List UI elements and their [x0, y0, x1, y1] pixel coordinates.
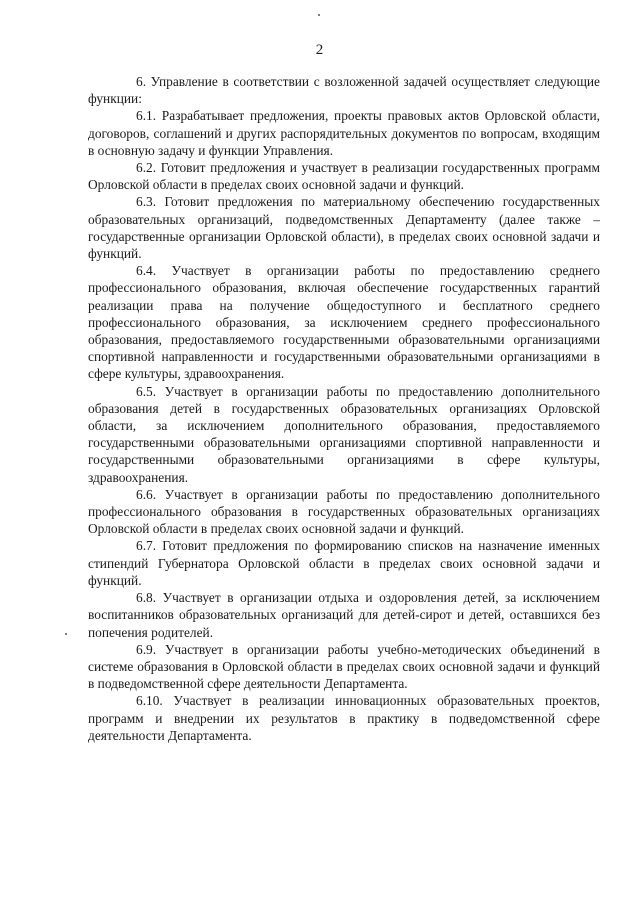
document-body — [88, 73, 600, 744]
paragraph-6-7: 6.7. Готовит предложения по формированию списков на назначение именных стипендий Губернатора Орловской области в пределах своих основной задачи и функций. — [88, 538, 600, 588]
paragraph-6-10: 6.10. Участвует в реализации инновационных образовательных проектов, программ и внедрении их результатов в практику в подведомственной сфере деятельности Департамента. — [88, 693, 600, 743]
page-number: 2 — [315, 42, 324, 58]
paragraph-6-2: 6.2. Готовит предложения и участвует в реализации государственных программ Орловской области в пределах своих основной задачи и функций. — [88, 160, 600, 193]
paragraph-6-6: 6.6. Участвует в организации работы по предоставлению дополнительного профессионального образования в государственных образовательных организациях Орловской области в пределах своих основной задачи и функций. — [88, 486, 600, 537]
paragraph-6-9: 6.9. Участвует в организации работы учебно-методических объединений в системе образования в Орловской области в пределах своих основной задачи и функций в подведомственной сфере деятельности Департамента. — [88, 641, 600, 692]
paragraph-6-1: 6.1. Разрабатывает предложения, проекты правовых актов Орловской области, договоров, соглашений и других распорядительных документов по вопросам, входящим в основную задачу и функции Управления. — [88, 108, 600, 158]
scan-speck — [65, 633, 67, 635]
paragraph-6-4: 6.4. Участвует в организации работы по предоставлению среднего профессионального образования, включая обеспечение государственных гарантий реализации права на получение общедоступного и бесплатного среднего профессионального образования, за исключением среднего профессионального образования, предоставляемого государственными образовательными организациями спортивной направленности и государственными образовательными организациями в сфере культуры, здравоохранения. — [88, 263, 600, 382]
scan-speck — [318, 14, 320, 16]
paragraph-6: 6. Управление в соответствии с возложенной задачей осуществляет следующие функции: — [88, 74, 600, 107]
paragraph-6-3: 6.3. Готовит предложения по материальному обеспечению государственных образовательных организаций, подведомственных Департаменту (далее также – государственные организации Орловской области), в пределах своих основной задачи и функций. — [88, 194, 600, 262]
paragraph-6-8: 6.8. Участвует в организации отдыха и оздоровления детей, за исключением воспитанников образовательных организаций для детей-сирот и детей, оставшихся без попечения родителей. — [88, 590, 600, 640]
paragraph-6-5: 6.5. Участвует в организации работы по предоставлению дополнительного образования детей в государственных образовательных организациях Орловской области, за исключением дополнительного образования, предоставляемого государственными образовательными организациями спортивной направленности и государственными образовательными организациями в сфере культуры, здравоохранения. — [88, 383, 600, 485]
